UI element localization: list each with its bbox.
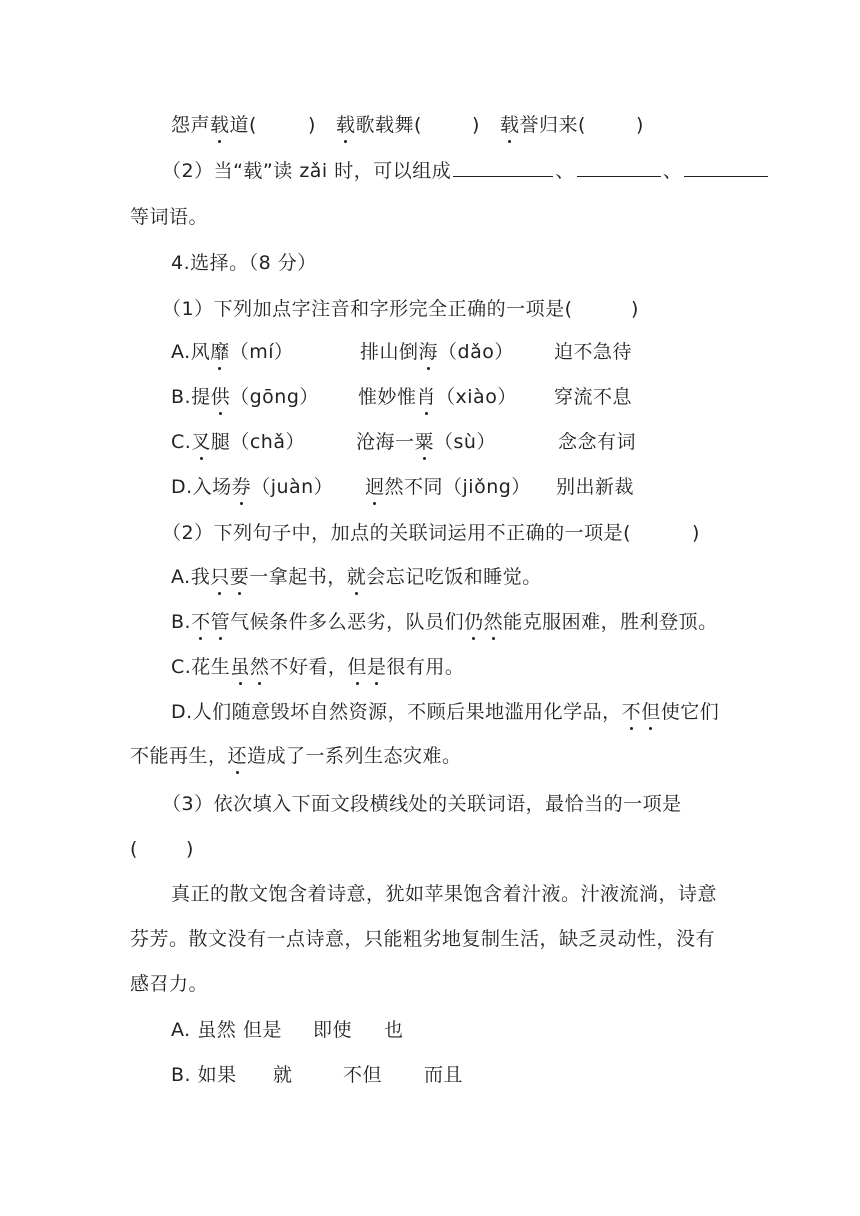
passage-line-2: 芬芳。散文没有一点诗意，只能粗劣地复制生活，缺乏灵动性，没有 <box>130 928 716 950</box>
dotted-char: 然 <box>249 656 270 678</box>
dotted-char: 靡 <box>210 341 230 363</box>
zai-part2-line: （2）当“载”读 zǎi 时，可以组成 、 、 <box>162 158 770 184</box>
q4-2-option-a[interactable]: A.我只要一拿起书，就会忘记吃饭和睡觉。 <box>171 566 542 588</box>
q4-2-option-c[interactable]: C.花生虽然不好看，但是很有用。 <box>171 656 465 678</box>
dotted-char: 管 <box>210 611 231 633</box>
dotted-char: 载 <box>210 114 230 136</box>
dotted-char: 不 <box>621 701 642 723</box>
question-4-heading: 4.选择。（8 分） <box>171 252 317 274</box>
dotted-char: 虽 <box>230 656 250 678</box>
q4-3-stem: （3）依次填入下面文段横线处的关联词语，最恰当的一项是 <box>162 793 682 815</box>
answer-paren-close[interactable]: ) <box>472 114 480 136</box>
word-zai-ge-zai-wu: 载歌载舞( <box>336 114 422 136</box>
dotted-char: 只 <box>210 566 230 588</box>
dotted-char: 叉 <box>191 431 211 453</box>
part2-prompt: （2）当“载”读 zǎi 时，可以组成 <box>162 160 452 182</box>
q4-2-option-b[interactable]: B.不管气候条件多么恶劣，队员们仍然能克服困难，胜利登顶。 <box>171 611 718 633</box>
answer-blank-2[interactable] <box>577 158 661 177</box>
dotted-char: 供 <box>210 386 231 408</box>
dotted-char: 还 <box>227 745 248 767</box>
answer-paren-close[interactable]: ) <box>308 114 316 136</box>
word-yuan-sheng-zai-dao: 怨声载道( <box>171 114 257 136</box>
word-zai-yu-gui-lai: 载誉归来( <box>500 114 586 136</box>
worksheet-page: 怨声载道( ) 载歌载舞( ) 载誉归来( ) （2）当“载”读 zǎi 时，可以组成 、 、 等词语。 4.选择。（8 分） （1）下列加点字注音和字形完全正确的一项是( ) A.风靡（mí） 排山倒海（dǎo） 迫不急待 B.提供（gōng） 惟妙惟肖（xiào） 穿流不息 C.叉腿（chǎ） 沧海一粟（sù） 念念有词 D.入场券（juàn） 迥然不同（jiǒng） 别出新裁 （2）下列句子中，加点的关联词运用不正确的一项是( ) A.我只要一拿起书，就会忘记吃饭和睡觉。 B.不管气候条件多么恶劣，队员们仍然能克服困难，胜利登顶。 C.花生虽然不好看，但是很有用。 D.人们随意毁坏自然资源，不顾后果地滥用化学品，不但使它们 不能再生，还造成了一系列生态灾难。 （3）依次填入下面文段横线处的关联词语，最恰当的一项是 ( ) 真正的散文饱含着诗意，犹如苹果饱含着汁液。汁液流淌，诗意 芬芳。散文没有一点诗意，只能粗劣地复制生活，缺乏灵动性，没有 感召力。 A. 虽然 但是 即使 也 B. 如果 就 不但 而且 <box>0 0 860 1216</box>
answer-blank-1[interactable] <box>453 158 553 177</box>
dotted-char: 载 <box>500 114 520 136</box>
part2-continuation: 等词语。 <box>130 206 209 228</box>
dotted-char: 不 <box>191 611 211 633</box>
dotted-char: 粟 <box>414 431 435 453</box>
answer-paren-close[interactable]: ) <box>631 298 639 320</box>
answer-blank-3[interactable] <box>684 158 768 177</box>
dotted-char: 但 <box>641 701 661 723</box>
dotted-char: 仍 <box>464 611 484 633</box>
dotted-char: 载 <box>336 114 356 136</box>
q4-2-option-d-continued: 不能再生，还造成了一系列生态灾难。 <box>130 745 462 767</box>
answer-paren-close[interactable]: ) <box>636 114 644 136</box>
dotted-char: 但 <box>347 656 367 678</box>
dotted-char: 肖 <box>416 386 437 408</box>
dotted-char: 海 <box>418 341 439 363</box>
dotted-char: 迥 <box>365 476 385 498</box>
passage-line-1: 真正的散文饱含着诗意，犹如苹果饱含着汁液。汁液流淌，诗意 <box>171 883 718 905</box>
dotted-char: 然 <box>483 611 504 633</box>
passage-line-3: 感召力。 <box>130 973 209 995</box>
dotted-char: 券 <box>231 476 252 498</box>
q4-2-option-d[interactable]: D.人们随意毁坏自然资源，不顾后果地滥用化学品，不但使它们 <box>171 701 720 723</box>
dotted-char: 就 <box>346 566 367 588</box>
dotted-char: 是 <box>366 656 387 678</box>
dotted-char: 要 <box>229 566 250 588</box>
answer-paren-close[interactable]: ) <box>692 522 700 544</box>
